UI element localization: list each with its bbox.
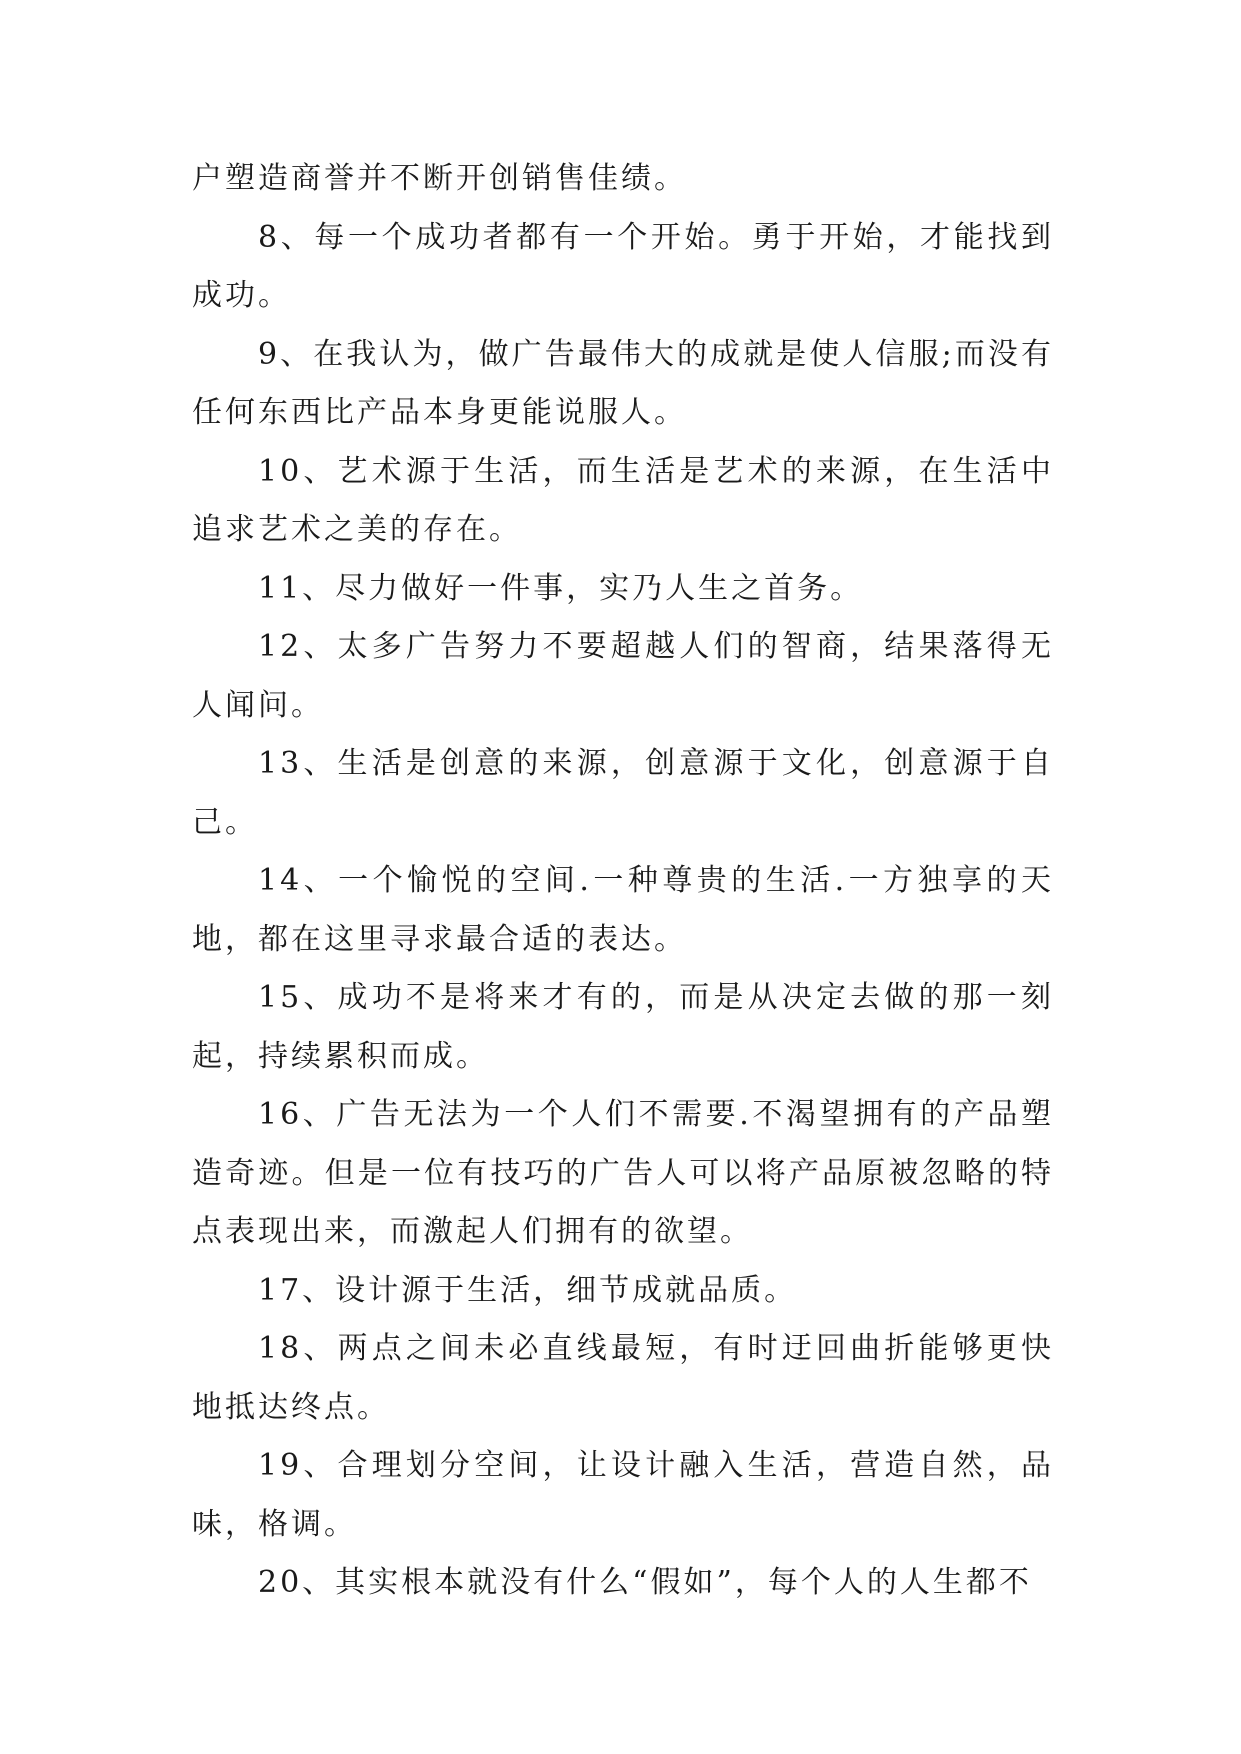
paragraph: 19、合理划分空间，让设计融入生活，营造自然，品味，格调。 [192, 1448, 1054, 1542]
paragraph: 10、艺术源于生活，而生活是艺术的来源，在生活中追求艺术之美的存在。 [192, 453, 1054, 547]
paragraph: 12、太多广告努力不要超越人们的智商，结果落得无人闻问。 [192, 629, 1054, 723]
paragraph: 8、每一个成功者都有一个开始。勇于开始，才能找到成功。 [192, 219, 1054, 313]
paragraph: 16、广告无法为一个人们不需要.不渴望拥有的产品塑造奇迹。但是一位有技巧的广告人可以将产品原被忽略的特点表现出来，而激起人们拥有的欲望。 [192, 1097, 1054, 1249]
paragraph: 14、一个愉悦的空间.一种尊贵的生活.一方独享的天地，都在这里寻求最合适的表达。 [192, 863, 1054, 957]
paragraph: 9、在我认为，做广告最伟大的成就是使人信服;而没有任何东西比产品本身更能说服人。 [192, 336, 1054, 430]
paragraph: 17、设计源于生活，细节成就品质。 [258, 1272, 798, 1308]
paragraph: 15、成功不是将来才有的，而是从决定去做的那一刻起，持续累积而成。 [192, 980, 1054, 1074]
paragraph: 13、生活是创意的来源，创意源于文化，创意源于自己。 [192, 746, 1054, 840]
paragraph: 11、尽力做好一件事，实乃人生之首务。 [258, 570, 864, 606]
paragraph: 20、其实根本就没有什么“假如”，每个人的人生都不 [258, 1565, 1032, 1600]
paragraph: 18、两点之间未必直线最短，有时迂回曲折能够更快地抵达终点。 [192, 1331, 1054, 1425]
paragraph: 户塑造商誉并不断开创销售佳绩。 [192, 161, 687, 196]
document-body [192, 150, 1054, 1613]
